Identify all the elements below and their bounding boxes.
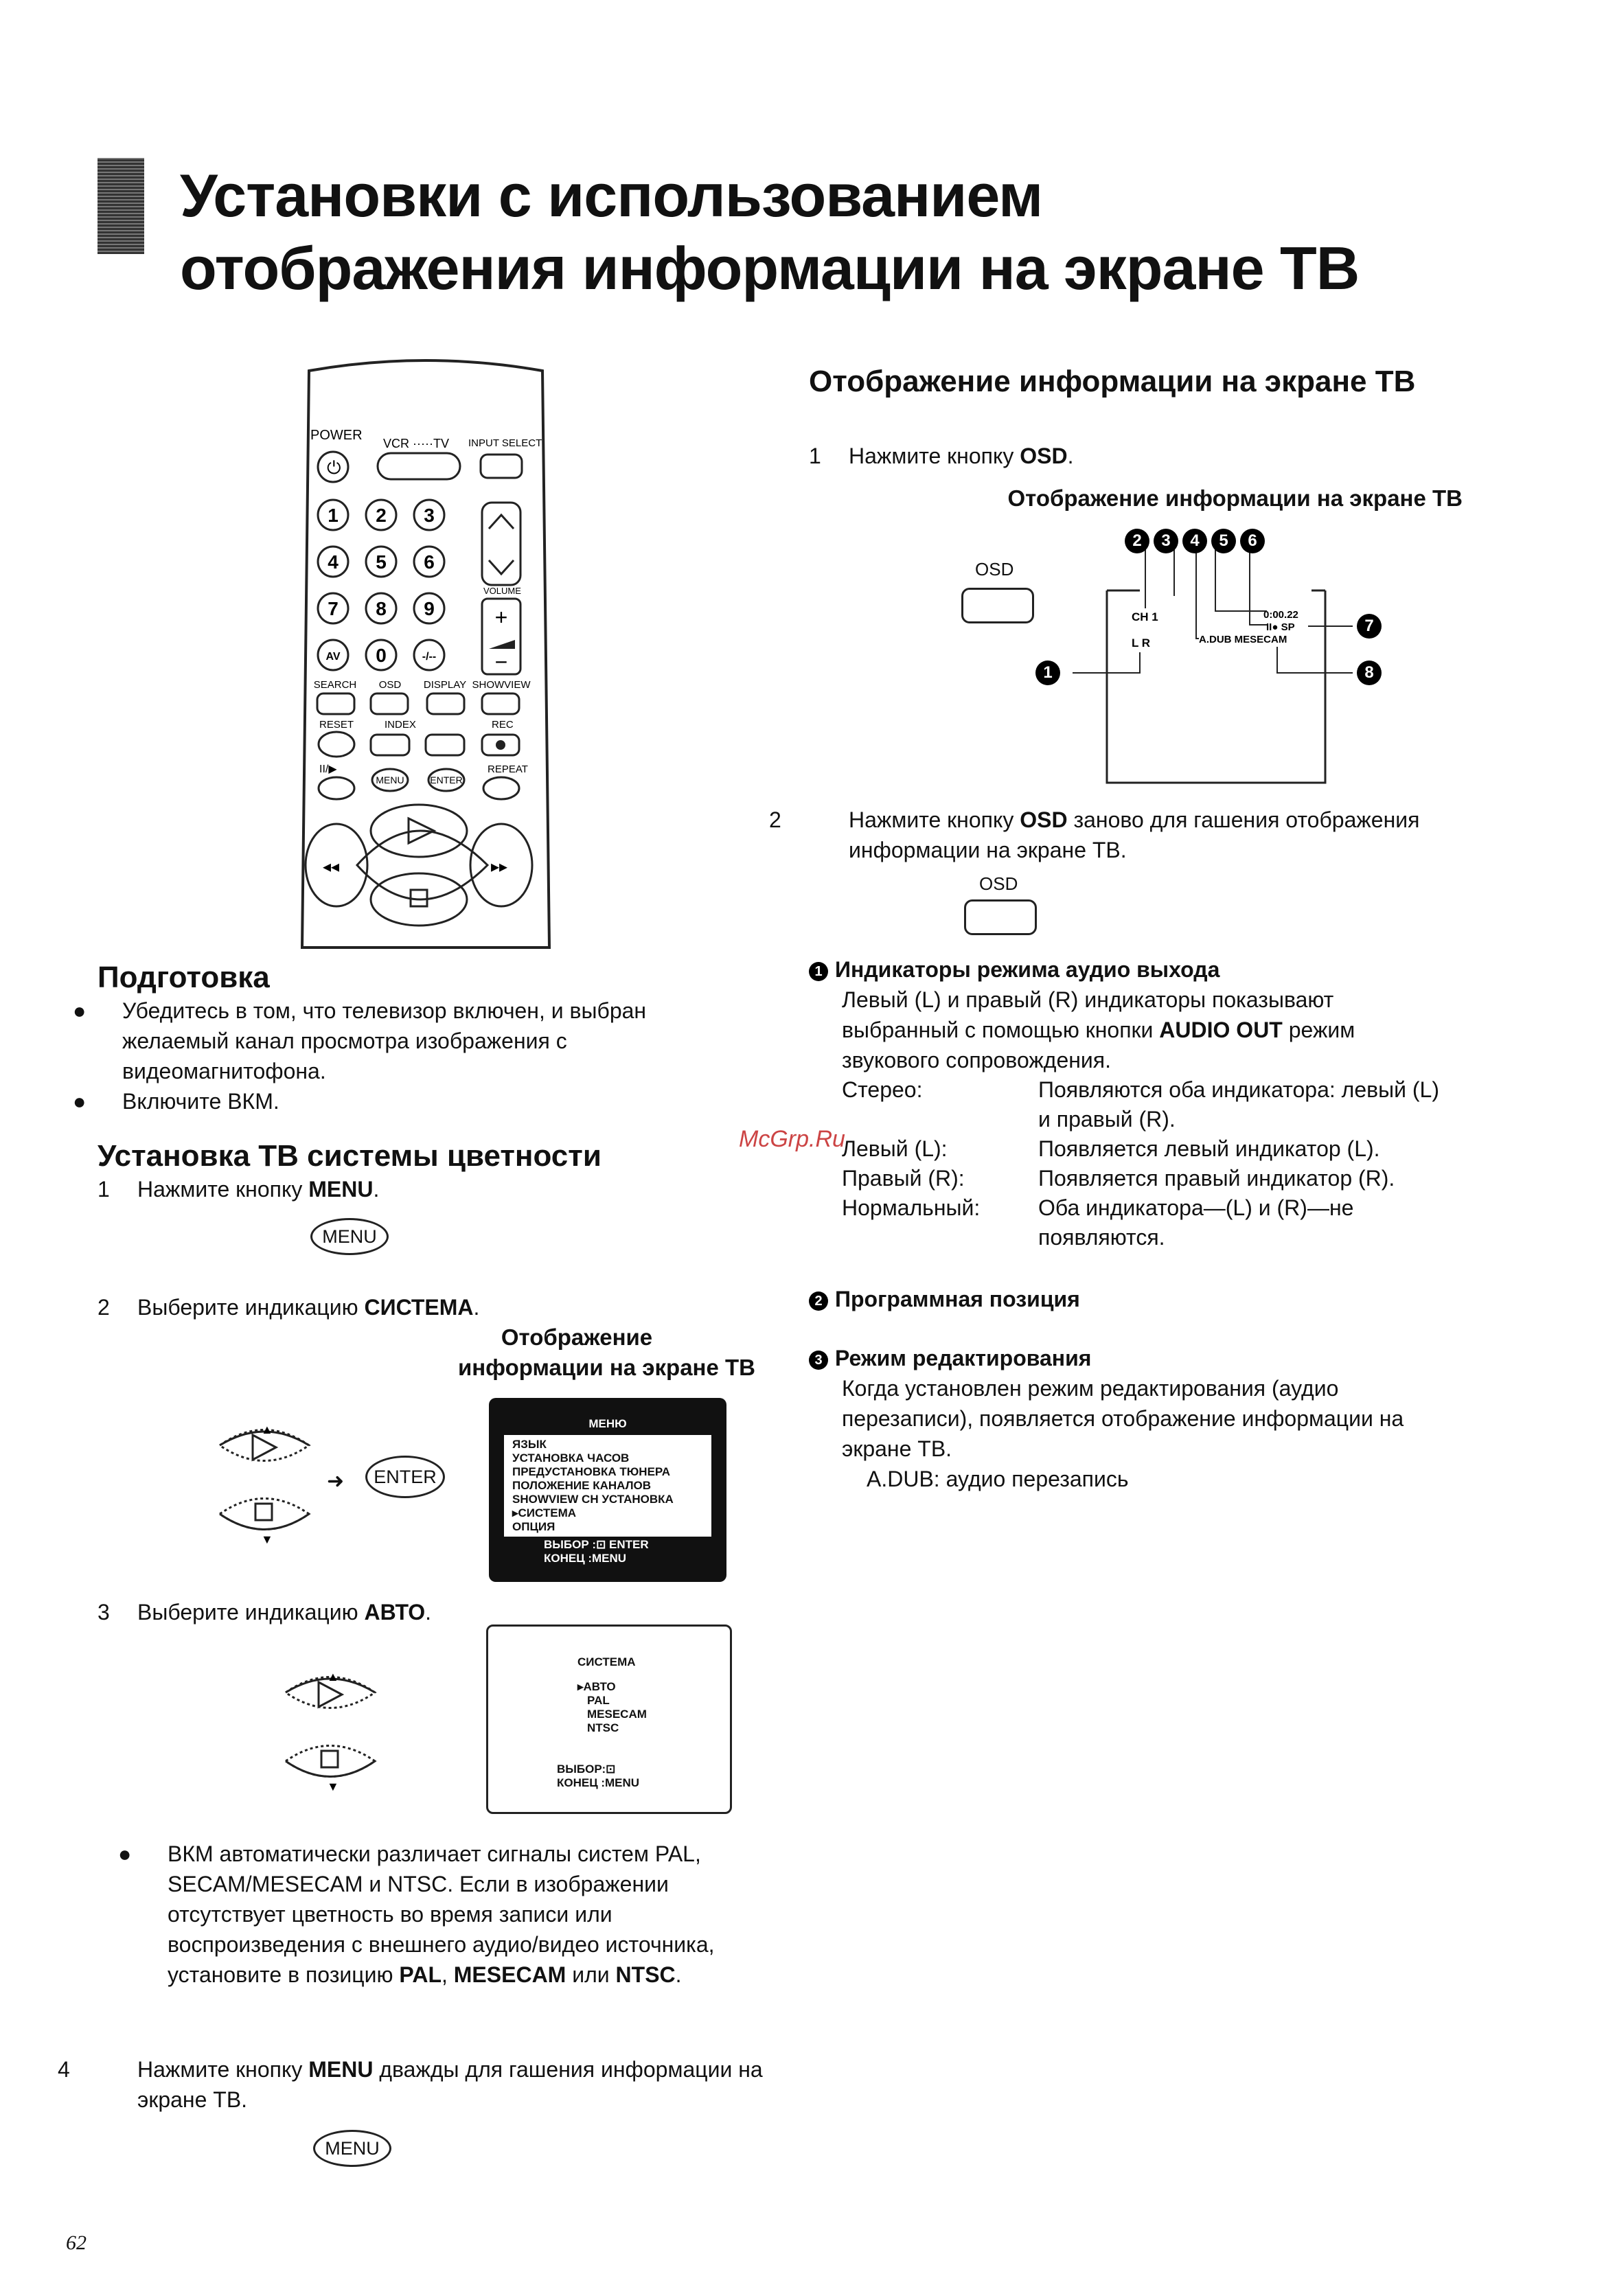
svg-text:INDEX: INDEX bbox=[385, 719, 416, 731]
svg-text:7: 7 bbox=[328, 598, 339, 619]
system-screen-list: ▸АВТО PAL MESECAM NTSC bbox=[577, 1680, 647, 1734]
menu-button-2[interactable]: MENU bbox=[313, 2130, 391, 2167]
enter-button[interactable]: ENTER bbox=[365, 1456, 445, 1498]
title-marker bbox=[98, 158, 144, 254]
callout-7: 7 bbox=[1357, 614, 1382, 639]
callout-8: 8 bbox=[1357, 661, 1382, 685]
remote-vcrtv-label: VCR ·····TV bbox=[383, 437, 449, 450]
prep-bullets bbox=[73, 996, 743, 1116]
menu-screen-footer1: ВЫБОР :⊡ ENTER bbox=[544, 1538, 649, 1551]
color-note: ● ВКМ автоматически различает сигналы систем PAL, SECAM/MESECAM и NTSC. Если в изображении отсутствует цветность во время записи или воспроизведения с внешнего аудио/видео источника, установите в позицию PAL, MESECAM или NTSC. bbox=[118, 1841, 715, 1987]
item1-text: Левый (L) и правый (R) индикаторы показывают выбранный с помощью кнопки AUDIO OUT режим звукового сопровождения. bbox=[842, 987, 1355, 1072]
svg-text:-/--: -/-- bbox=[422, 651, 437, 663]
osd-heading: Отображение информации на экране ТВ bbox=[809, 365, 1416, 398]
svg-text:0: 0 bbox=[376, 645, 387, 666]
prep-bullet-1: ● Убедитесь в том, что телевизор включен, и выбран желаемый канал просмотра изображения с видеомагнитофона. bbox=[73, 998, 647, 1083]
item2-heading: 2 Программная позиция bbox=[809, 1284, 1080, 1314]
svg-text:II/▶: II/▶ bbox=[319, 764, 337, 775]
item3-heading: 3 Режим редактирования bbox=[809, 1343, 1091, 1373]
item3-adub: A.DUB: аудио перезапись bbox=[867, 1467, 1129, 1491]
svg-text:ENTER: ENTER bbox=[430, 774, 463, 785]
item1-heading: 1 Индикаторы режима аудио выхода bbox=[809, 954, 1219, 985]
svg-text:REC: REC bbox=[492, 719, 514, 731]
callout-1: 1 bbox=[1035, 661, 1060, 685]
svg-text:L R: L R bbox=[1132, 636, 1151, 650]
svg-text:▸▸: ▸▸ bbox=[491, 858, 508, 876]
prep-heading: Подготовка bbox=[98, 961, 270, 994]
svg-text:5: 5 bbox=[376, 551, 387, 573]
color-step-4: 4 Нажмите кнопку MENU дважды для гашения информации на экране ТВ. bbox=[58, 2057, 763, 2112]
svg-text:SHOWVIEW: SHOWVIEW bbox=[472, 679, 531, 691]
osd-screen-diagram bbox=[1030, 522, 1414, 796]
svg-text:9: 9 bbox=[424, 598, 435, 619]
page-title-line2: отображения информации на экране ТВ bbox=[180, 234, 1360, 302]
osd-step-2: 2 Нажмите кнопку OSD заново для гашения отображения информации на экране ТВ. bbox=[769, 807, 1420, 862]
svg-text:MENU: MENU bbox=[376, 774, 404, 785]
svg-text:▲: ▲ bbox=[261, 1423, 273, 1436]
joystick-up-down-icon bbox=[206, 1414, 323, 1552]
svg-text:A.DUB MESECAM: A.DUB MESECAM bbox=[1199, 634, 1287, 645]
osd-label: OSD bbox=[975, 559, 1014, 579]
svg-text:II● SP: II● SP bbox=[1266, 621, 1295, 633]
svg-text:RESET: RESET bbox=[319, 719, 354, 731]
system-screen bbox=[486, 1625, 732, 1814]
svg-text:SEARCH: SEARCH bbox=[313, 679, 357, 691]
menu-button[interactable]: MENU bbox=[310, 1218, 389, 1255]
mode-row: Стерео: Появляются оба индикатора: левый (L) и правый (R). bbox=[842, 1077, 1439, 1132]
osd-button-2[interactable] bbox=[964, 899, 1037, 935]
svg-text:0:00.22: 0:00.22 bbox=[1263, 609, 1298, 621]
osd-button[interactable] bbox=[961, 588, 1034, 623]
color-step-1: 1 Нажмите кнопку MENU. bbox=[98, 1177, 380, 1202]
svg-text:▼: ▼ bbox=[261, 1532, 273, 1546]
svg-text:4: 4 bbox=[328, 551, 339, 573]
callout-5: 5 bbox=[1211, 529, 1236, 553]
item3-text: Когда установлен режим редактирования (аудио перезаписи), появляется отображение информации на экране ТВ. bbox=[842, 1376, 1404, 1461]
callouts-top bbox=[1125, 529, 1265, 553]
svg-text:⏻: ⏻ bbox=[327, 457, 341, 478]
svg-text:DISPLAY: DISPLAY bbox=[423, 679, 467, 691]
svg-text:REPEAT: REPEAT bbox=[488, 764, 528, 775]
osd-label-2: OSD bbox=[979, 873, 1018, 894]
callout-3: 3 bbox=[1154, 529, 1178, 553]
prep-bullet-2: ● Включите ВКМ. bbox=[73, 1089, 279, 1114]
menu-screen bbox=[489, 1398, 726, 1582]
joystick-up-down-icon-2 bbox=[272, 1662, 389, 1799]
mode-row: Левый (L): Появляется левый индикатор (L). bbox=[842, 1136, 1380, 1161]
svg-text:◂◂: ◂◂ bbox=[323, 858, 340, 876]
remote-volume-label: VOLUME bbox=[483, 586, 521, 596]
remote-input-select-label: INPUT SELECT bbox=[468, 437, 542, 449]
audio-modes-table bbox=[842, 1075, 1450, 1252]
osd-step-1: 1 Нажмите кнопку OSD. bbox=[809, 444, 1074, 468]
svg-text:1: 1 bbox=[328, 505, 339, 526]
system-screen-footer2: КОНЕЦ :MENU bbox=[557, 1776, 640, 1789]
callout-6: 6 bbox=[1240, 529, 1265, 553]
watermark: McGrp.Ru bbox=[739, 1126, 845, 1152]
svg-text:AV: AV bbox=[325, 651, 341, 663]
svg-text:2: 2 bbox=[376, 505, 387, 526]
menu-screen-title: МЕНЮ bbox=[588, 1417, 627, 1430]
page-title bbox=[180, 159, 1359, 305]
remote-control-illustration bbox=[282, 357, 570, 961]
system-screen-footer1: ВЫБОР:⊡ bbox=[557, 1763, 616, 1776]
menu-screen-footer2: КОНЕЦ :MENU bbox=[544, 1552, 627, 1565]
system-screen-title: СИСТЕМА bbox=[577, 1655, 636, 1668]
svg-text:CH 1: CH 1 bbox=[1132, 610, 1158, 623]
svg-text:−: − bbox=[494, 650, 508, 674]
svg-text:▲: ▲ bbox=[327, 1670, 339, 1684]
remote-power-label: POWER bbox=[310, 428, 363, 443]
osd-caption: Отображение информации на экране ТВ bbox=[1007, 485, 1463, 511]
svg-text:8: 8 bbox=[376, 598, 387, 619]
arrow-icon: ➜ bbox=[327, 1470, 345, 1493]
mode-row: Нормальный: Оба индикатора—(L) и (R)—не появляются. bbox=[842, 1195, 1354, 1250]
svg-text:6: 6 bbox=[424, 551, 435, 573]
page-title-line1: Установки с использованием bbox=[180, 161, 1043, 229]
color-step-3: 3 Выберите индикацию АВТО. bbox=[98, 1600, 431, 1625]
svg-text:+: + bbox=[494, 605, 508, 630]
callout-2: 2 bbox=[1125, 529, 1149, 553]
page-number: 62 bbox=[66, 2231, 87, 2254]
color-step-2: 2 Выберите индикацию СИСТЕМА. bbox=[98, 1295, 480, 1320]
svg-text:▼: ▼ bbox=[327, 1780, 339, 1793]
callout-4: 4 bbox=[1182, 529, 1207, 553]
svg-text:OSD: OSD bbox=[378, 679, 402, 691]
mode-row: Правый (R): Появляется правый индикатор (R). bbox=[842, 1166, 1395, 1191]
menu-screen-caption: Отображение информации на экране ТВ bbox=[457, 1324, 755, 1380]
svg-text:3: 3 bbox=[424, 505, 435, 526]
menu-screen-list: ЯЗЫК УСТАНОВКА ЧАСОВ ПРЕДУСТАНОВКА ТЮНЕРА ПОЛОЖЕНИЕ КАНАЛОВ SHOWVIEW CH УСТАНОВКА ▸СИСТЕМА ОПЦИЯ bbox=[504, 1435, 711, 1537]
color-heading: Установка ТВ системы цветности bbox=[98, 1139, 602, 1173]
